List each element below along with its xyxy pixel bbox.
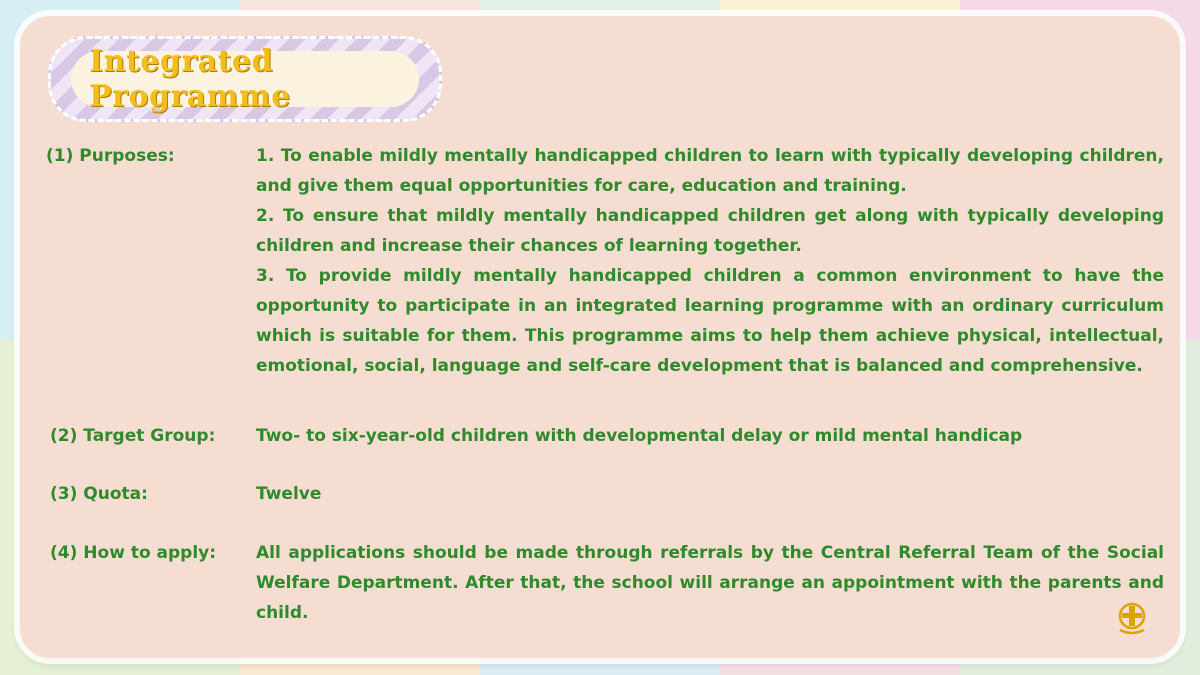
purposes-label: (1) Purposes: (46, 146, 175, 166)
purpose-item-3: 3. To provide mildly mentally handicapped children a common environment to have the opportunity to participate in an integrated learning programme with an ordinary curriculum which is suitable for them. This programme aims to help them achieve physical, intellectual, emotional, social, language and self-care development that is balanced and comprehensive. (256, 266, 1164, 376)
purpose-item-1: 1. To enable mildly mentally handicapped children to learn with typically developing children, and give them equal opportunities for care, education and training. (256, 146, 1164, 196)
how-to-apply-content (256, 538, 1164, 628)
purposes-content (256, 141, 1164, 381)
how-to-apply-label: (4) How to apply: (50, 543, 217, 563)
target-group-label: (2) Target Group: (50, 426, 216, 446)
quota-content (256, 479, 1164, 509)
how-to-apply-text: All applications should be made through referrals by the Central Referral Team of the Social Welfare Department. After that, the school will arrange an appointment with the parents and child. (256, 543, 1164, 623)
quota-text: Twelve (256, 484, 322, 504)
school-logo-icon (1114, 600, 1150, 636)
target-group-content (256, 421, 1164, 451)
title-badge (48, 36, 442, 122)
quota-label: (3) Quota: (50, 484, 148, 504)
purpose-item-2: 2. To ensure that mildly mentally handicapped children get along with typically developing children and increase their chances of learning together. (256, 206, 1164, 256)
title-inner (71, 44, 419, 114)
target-group-text: Two- to six-year-old children with developmental delay or mild mental handicap (256, 426, 1023, 446)
page-title: Integrated Programme (89, 44, 291, 114)
